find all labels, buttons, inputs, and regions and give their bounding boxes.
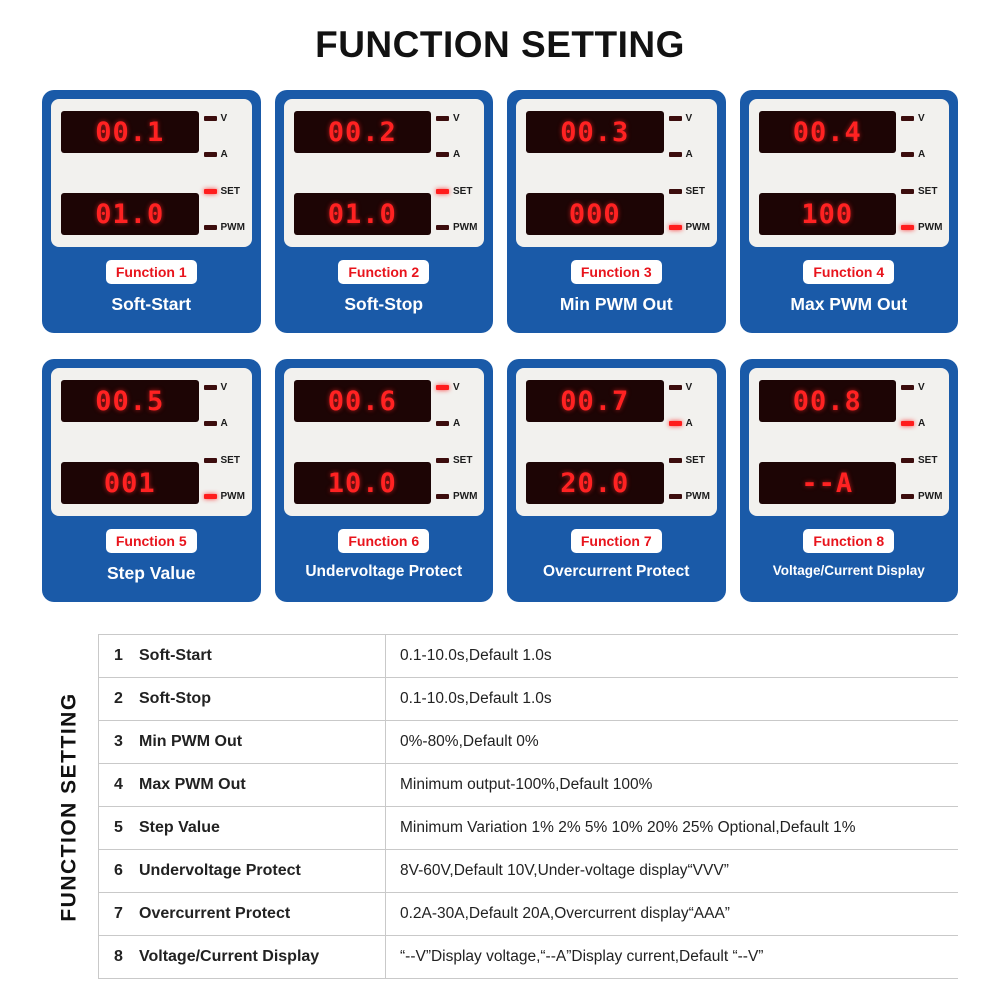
- table-row: [98, 807, 958, 850]
- table-cell-description: Minimum Variation 1% 2% 5% 10% 20% 25% Optional,Default 1%: [400, 819, 856, 836]
- lcd-stack: [526, 109, 664, 237]
- indicator-v: V: [204, 382, 245, 393]
- display-panel: [516, 99, 717, 247]
- function-badge: Function 4: [803, 260, 894, 284]
- function-name: Step Value: [106, 563, 196, 583]
- seven-segment-display-top: 00.7: [526, 380, 664, 422]
- table-cell-function: [98, 807, 386, 849]
- led-dash-icon: [204, 494, 217, 499]
- table-cell-description: Minimum output-100%,Default 100%: [400, 776, 653, 793]
- function-table-section: [42, 634, 958, 979]
- led-dash-icon: [204, 458, 217, 463]
- led-dash-icon: [436, 189, 449, 194]
- table-cell-function: [98, 764, 386, 806]
- led-dash-icon: [436, 116, 449, 121]
- indicator-v: V: [204, 113, 245, 124]
- indicator-set: SET: [901, 455, 942, 466]
- function-name: Soft-Stop: [344, 294, 424, 314]
- row-name: Max PWM Out: [139, 776, 246, 793]
- row-name: Undervoltage Protect: [139, 862, 301, 879]
- seven-segment-display-top: 00.8: [759, 380, 897, 422]
- function-badge: Function 1: [106, 260, 197, 284]
- indicator-v: V: [901, 382, 942, 393]
- led-dash-icon: [204, 225, 217, 230]
- led-dash-icon: [204, 385, 217, 390]
- indicator-pwm: PWM: [901, 222, 942, 233]
- indicator-a: A: [436, 149, 477, 160]
- seven-segment-display-top: 00.5: [61, 380, 199, 422]
- seven-segment-display-top: 00.1: [61, 111, 199, 153]
- indicator-set: SET: [669, 186, 710, 197]
- indicator-v: V: [669, 382, 710, 393]
- indicator-set: SET: [901, 186, 942, 197]
- function-card-8: [740, 359, 959, 602]
- lcd-stack: [61, 378, 199, 506]
- row-name: Min PWM Out: [139, 733, 243, 750]
- row-number: 3: [114, 733, 123, 750]
- lcd-stack: [61, 109, 199, 237]
- table-row: [98, 764, 958, 807]
- table-row: [98, 936, 958, 979]
- function-card-5: [42, 359, 261, 602]
- table-cell-function: [98, 850, 386, 892]
- led-dash-icon: [901, 421, 914, 426]
- seven-segment-display-bottom: 10.0: [294, 462, 432, 504]
- led-dash-icon: [901, 494, 914, 499]
- indicator-a: A: [436, 418, 477, 429]
- page-title: FUNCTION SETTING: [315, 24, 685, 65]
- led-dash-icon: [669, 116, 682, 121]
- function-name: Max PWM Out: [790, 294, 908, 314]
- table-row: [98, 721, 958, 764]
- lcd-stack: [526, 378, 664, 506]
- display-panel: [284, 368, 485, 516]
- led-dash-icon: [669, 494, 682, 499]
- table-row: [98, 635, 958, 678]
- row-name: Step Value: [139, 819, 220, 836]
- row-number: 2: [114, 690, 123, 707]
- led-dash-icon: [901, 458, 914, 463]
- lcd-stack: [759, 378, 897, 506]
- table-cell-function: [98, 721, 386, 763]
- lcd-stack: [759, 109, 897, 237]
- indicator-column: [431, 109, 477, 237]
- led-dash-icon: [436, 152, 449, 157]
- indicator-pwm: PWM: [204, 222, 245, 233]
- display-panel: [516, 368, 717, 516]
- function-badge: Function 3: [571, 260, 662, 284]
- indicator-set: SET: [436, 186, 477, 197]
- row-number: 7: [114, 905, 123, 922]
- indicator-pwm: PWM: [669, 491, 710, 502]
- led-dash-icon: [436, 421, 449, 426]
- indicator-a: A: [204, 149, 245, 160]
- led-dash-icon: [436, 385, 449, 390]
- table-row: [98, 893, 958, 936]
- seven-segment-display-top: 00.4: [759, 111, 897, 153]
- indicator-set: SET: [436, 455, 477, 466]
- table-row: [98, 678, 958, 721]
- row-number: 6: [114, 862, 123, 879]
- led-dash-icon: [204, 189, 217, 194]
- indicator-set: SET: [204, 186, 245, 197]
- indicator-v: V: [436, 382, 477, 393]
- function-badge: Function 8: [803, 529, 894, 553]
- lcd-stack: [294, 109, 432, 237]
- table-cell-function: [98, 936, 386, 978]
- row-name: Soft-Stop: [139, 690, 211, 707]
- table-cell-description: “--V”Display voltage,“--A”Display current,Default “--V”: [400, 948, 764, 965]
- indicator-column: [199, 378, 245, 506]
- indicator-pwm: PWM: [436, 491, 477, 502]
- led-dash-icon: [436, 458, 449, 463]
- display-panel: [284, 99, 485, 247]
- seven-segment-display-top: 00.2: [294, 111, 432, 153]
- table-cell-description: 8V-60V,Default 10V,Under-voltage display“VVV”: [400, 862, 729, 879]
- seven-segment-display-bottom: 001: [61, 462, 199, 504]
- led-dash-icon: [204, 421, 217, 426]
- row-number: 8: [114, 948, 123, 965]
- row-name: Voltage/Current Display: [139, 948, 320, 965]
- indicator-column: [431, 378, 477, 506]
- display-panel: [51, 99, 252, 247]
- led-dash-icon: [436, 494, 449, 499]
- led-dash-icon: [669, 458, 682, 463]
- function-badge: Function 2: [338, 260, 429, 284]
- led-dash-icon: [901, 385, 914, 390]
- table-cell-description: 0.1-10.0s,Default 1.0s: [400, 647, 552, 664]
- function-badge: Function 7: [571, 529, 662, 553]
- led-dash-icon: [204, 116, 217, 121]
- indicator-column: [199, 109, 245, 237]
- led-dash-icon: [669, 385, 682, 390]
- function-card-2: [275, 90, 494, 333]
- table-cell-description: 0.1-10.0s,Default 1.0s: [400, 690, 552, 707]
- indicator-column: [896, 109, 942, 237]
- table-cell-function: [98, 893, 386, 935]
- row-name: Overcurrent Protect: [139, 905, 291, 922]
- table-cell-description: 0%-80%,Default 0%: [400, 733, 539, 750]
- function-card-6: [275, 359, 494, 602]
- led-dash-icon: [901, 152, 914, 157]
- function-name: Voltage/Current Display: [772, 563, 925, 578]
- function-cards-grid: [42, 90, 958, 602]
- indicator-a: A: [901, 149, 942, 160]
- indicator-column: [664, 109, 710, 237]
- function-card-4: [740, 90, 959, 333]
- led-dash-icon: [669, 225, 682, 230]
- indicator-column: [664, 378, 710, 506]
- seven-segment-display-top: 00.3: [526, 111, 664, 153]
- table-side-label-text: FUNCTION SETTING: [58, 691, 82, 922]
- seven-segment-display-bottom: 100: [759, 193, 897, 235]
- led-dash-icon: [204, 152, 217, 157]
- display-panel: [749, 99, 950, 247]
- row-number: 5: [114, 819, 123, 836]
- lcd-stack: [294, 378, 432, 506]
- display-panel: [51, 368, 252, 516]
- function-name: Overcurrent Protect: [543, 563, 690, 580]
- led-dash-icon: [669, 152, 682, 157]
- row-number: 4: [114, 776, 123, 793]
- led-dash-icon: [669, 189, 682, 194]
- indicator-a: A: [669, 149, 710, 160]
- function-name: Undervoltage Protect: [305, 563, 463, 580]
- indicator-pwm: PWM: [204, 491, 245, 502]
- indicator-v: V: [436, 113, 477, 124]
- indicator-v: V: [901, 113, 942, 124]
- indicator-a: A: [204, 418, 245, 429]
- row-number: 1: [114, 647, 123, 664]
- function-card-3: [507, 90, 726, 333]
- indicator-column: [896, 378, 942, 506]
- indicator-a: A: [669, 418, 710, 429]
- table-side-label: [42, 634, 98, 979]
- function-table: [98, 634, 958, 979]
- indicator-pwm: PWM: [901, 491, 942, 502]
- led-dash-icon: [669, 421, 682, 426]
- function-name: Soft-Start: [111, 294, 192, 314]
- led-dash-icon: [901, 225, 914, 230]
- seven-segment-display-bottom: --A: [759, 462, 897, 504]
- indicator-v: V: [669, 113, 710, 124]
- led-dash-icon: [436, 225, 449, 230]
- seven-segment-display-bottom: 000: [526, 193, 664, 235]
- indicator-a: A: [901, 418, 942, 429]
- function-name: Min PWM Out: [559, 294, 673, 314]
- seven-segment-display-bottom: 20.0: [526, 462, 664, 504]
- indicator-pwm: PWM: [669, 222, 710, 233]
- seven-segment-display-bottom: 01.0: [61, 193, 199, 235]
- table-cell-function: [98, 635, 386, 677]
- indicator-set: SET: [204, 455, 245, 466]
- table-row: [98, 850, 958, 893]
- seven-segment-display-bottom: 01.0: [294, 193, 432, 235]
- indicator-set: SET: [669, 455, 710, 466]
- display-panel: [749, 368, 950, 516]
- led-dash-icon: [901, 189, 914, 194]
- function-card-1: [42, 90, 261, 333]
- table-cell-description: 0.2A-30A,Default 20A,Overcurrent display“AAA”: [400, 905, 730, 922]
- seven-segment-display-top: 00.6: [294, 380, 432, 422]
- table-cell-function: [98, 678, 386, 720]
- function-badge: Function 6: [338, 529, 429, 553]
- led-dash-icon: [901, 116, 914, 121]
- row-name: Soft-Start: [139, 647, 212, 664]
- indicator-pwm: PWM: [436, 222, 477, 233]
- function-card-7: [507, 359, 726, 602]
- function-badge: Function 5: [106, 529, 197, 553]
